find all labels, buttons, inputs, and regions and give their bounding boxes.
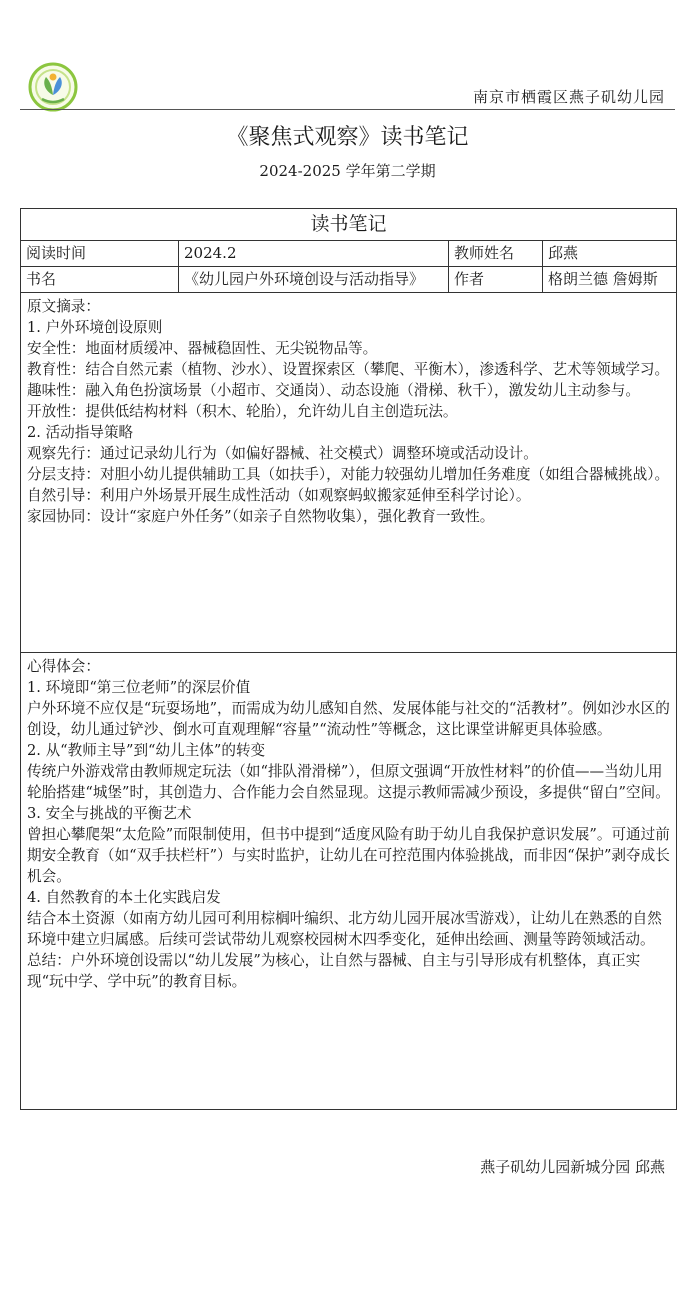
excerpt-line: 分层支持：对胆小幼儿提供辅助工具（如扶手），对能力较强幼儿增加任务难度（如组合器械挑战）。 bbox=[27, 466, 670, 483]
excerpt-line: 安全性：地面材质缓冲、器械稳固性、无尖锐物品等。 bbox=[27, 340, 378, 357]
term-label: 2024-2025 学年第二学期 bbox=[259, 162, 436, 180]
kindergarten-logo-icon bbox=[28, 62, 78, 112]
insight-line: 结合本土资源（如南方幼儿园可利用棕榈叶编织、北方幼儿园开展冰雪游戏），让幼儿在熟悉的自然环境中建立归属感。后续可尝试带幼儿观察校园树木四季变化，延伸出绘画、测量等跨领域活动。 bbox=[27, 910, 662, 948]
insight-line: 户外环境不应仅是“玩耍场地”，而需成为幼儿感知自然、发展体能与社交的“活教材”。例如沙水区的创设，幼儿通过铲沙、倒水可直观理解“容量”“流动性”等概念，这比课堂讲解更具体验感。 bbox=[27, 700, 670, 738]
insight-line: 总结：户外环境创设需以“幼儿发展”为核心，让自然与器械、自主与引导形成有机整体，真正实现“玩中学、学中玩”的教育目标。 bbox=[27, 952, 641, 990]
reading-notes-table bbox=[20, 208, 677, 1110]
author-label: 作者 bbox=[449, 267, 543, 293]
excerpt-line: 2. 活动指导策略 bbox=[27, 424, 134, 441]
book-title-value: 《幼儿园户外环境创设与活动指导》 bbox=[179, 267, 449, 293]
excerpt-line: 原文摘录： bbox=[27, 298, 100, 315]
insight-section bbox=[21, 653, 677, 1110]
excerpt-line: 1. 户外环境创设原则 bbox=[27, 319, 163, 336]
excerpt-section bbox=[21, 293, 677, 653]
table-heading: 读书笔记 bbox=[21, 209, 677, 241]
insight-line: 1. 环境即“第三位老师”的深层价值 bbox=[27, 679, 251, 696]
reading-time-value: 2024.2 bbox=[179, 241, 449, 267]
insight-line: 2. 从“教师主导”到“幼儿主体”的转变 bbox=[27, 742, 266, 759]
teacher-name-label: 教师姓名 bbox=[449, 241, 543, 267]
excerpt-line: 开放性：提供低结构材料（积木、轮胎），允许幼儿自主创造玩法。 bbox=[27, 403, 458, 420]
page-title: 《聚焦式观察》读书笔记 bbox=[226, 125, 469, 150]
book-title-label: 书名 bbox=[21, 267, 179, 293]
insight-line: 曾担心攀爬架“太危险”而限制使用，但书中提到“适度风险有助于幼儿自我保护意识发展”。可通过前期安全教育（如“双手扶栏杆”）与实时监护，让幼儿在可控范围内体验挑战，而非因“保护”剥夺成长机会。 bbox=[27, 826, 670, 885]
excerpt-line: 教育性：结合自然元素（植物、沙水）、设置探索区（攀爬、平衡木），渗透科学、艺术等领域学习。 bbox=[27, 361, 670, 378]
excerpt-line: 家园协同：设计“家庭户外任务”（如亲子自然物收集），强化教育一致性。 bbox=[27, 508, 495, 525]
excerpt-line: 观察先行：通过记录幼儿行为（如偏好器械、社交模式）调整环境或活动设计。 bbox=[27, 445, 538, 462]
excerpt-line: 趣味性：融入角色扮演场景（小超市、交通岗）、动态设施（滑梯、秋千），激发幼儿主动参与。 bbox=[27, 382, 640, 399]
footer-signature: 燕子矶幼儿园新城分园 邱燕 bbox=[480, 1158, 665, 1176]
reading-time-label: 阅读时间 bbox=[21, 241, 179, 267]
author-value: 格朗兰德 詹姆斯 bbox=[543, 267, 677, 293]
insight-line: 4. 自然教育的本土化实践启发 bbox=[27, 889, 221, 906]
header-divider bbox=[20, 109, 675, 110]
excerpt-line: 自然引导：利用户外场景开展生成性活动（如观察蚂蚁搬家延伸至科学讨论）。 bbox=[27, 487, 531, 504]
teacher-name-value: 邱燕 bbox=[543, 241, 677, 267]
insight-line: 3. 安全与挑战的平衡艺术 bbox=[27, 805, 192, 822]
insight-line: 传统户外游戏常由教师规定玩法（如“排队滑滑梯”），但原文强调“开放性材料”的价值——当幼儿用轮胎搭建“城堡”时，其创造力、合作能力会自然显现。这提示教师需减少预设，多提供“留白”空间。 bbox=[27, 763, 670, 801]
insight-line: 心得体会： bbox=[27, 658, 100, 675]
school-name: 南京市栖霞区燕子矶幼儿园 bbox=[472, 88, 665, 106]
